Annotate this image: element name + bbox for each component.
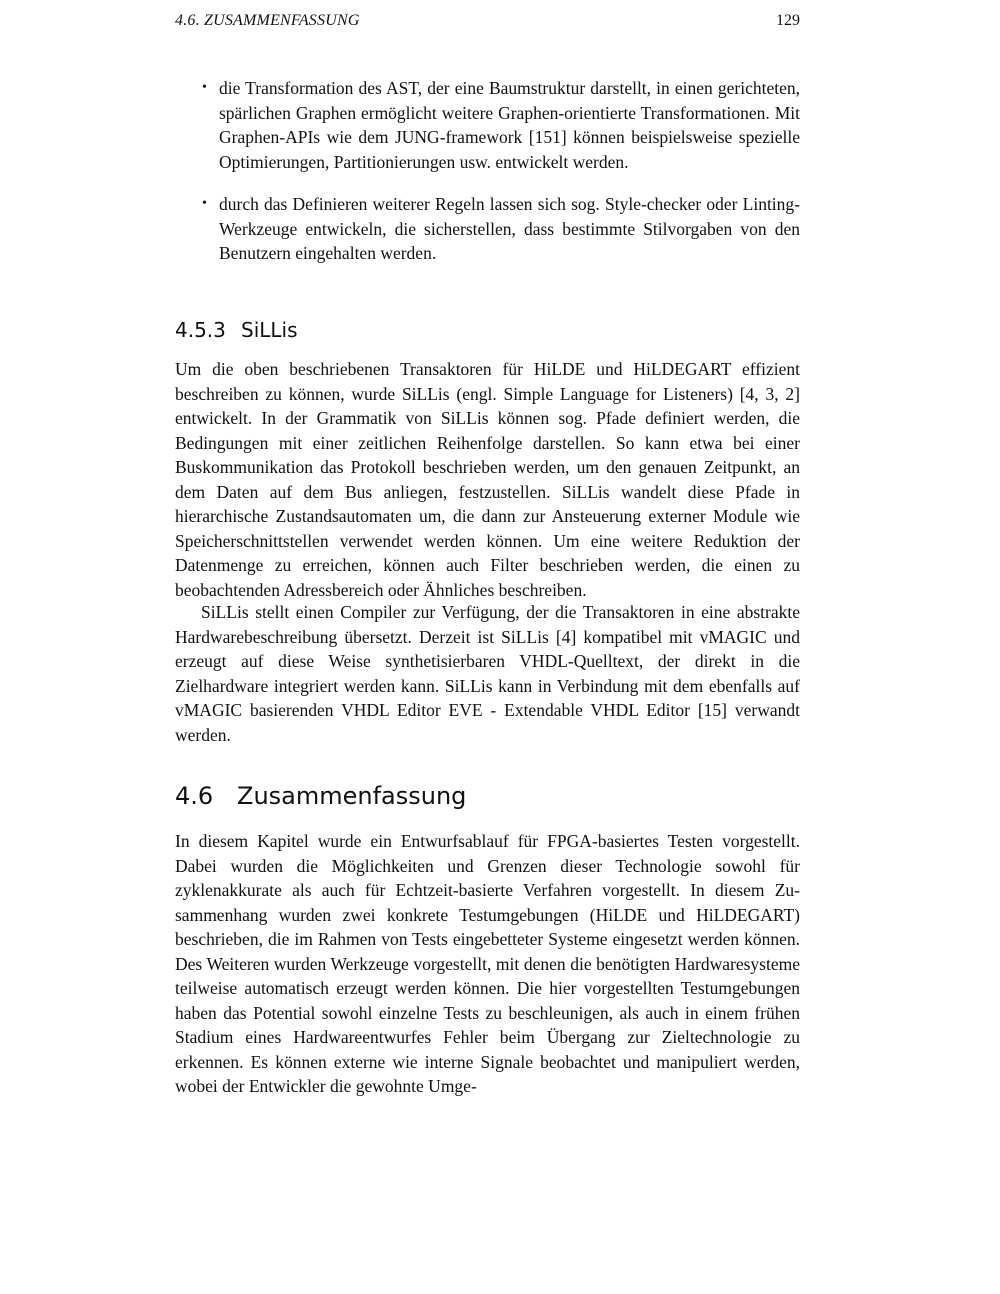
running-head-title: 4.6. ZUSAMMENFASSUNG [175, 12, 360, 29]
subsection-number: 4.5.3 [175, 318, 226, 342]
subsection-heading [175, 316, 800, 344]
section-number: 4.6 [175, 782, 214, 810]
paragraph-sillis-compiler: SiLLis stellt einen Compiler zur Verfügung, der die Transaktoren in eine abstrakte Hardwarebeschreibung übersetzt. Derzeit ist SiLLis [4] kompatibel mit vMAGIC und erzeugt auf diese Weise synthetisierbaren VHDL-Quelltext, der direkt in die Zielhardware integriert werden kann. SiLLis kann in Verbindung mit dem ebenfalls auf vMAGIC basierenden VHDL Editor EVE - Extendable VHDL Editor [15] verwandt werden. [175, 602, 800, 745]
bullet-text: die Transformation des AST, der eine Baumstruktur darstellt, in einen gerichteten, spärlichen Graphen ermöglicht weitere Graphen-orientierte Transformationen. Mit Graphen-APIs wie dem JUNG-framework [151] können beispielsweise spezielle Optimierungen, Partitionierungen usw. entwickelt werden. [219, 78, 800, 172]
bullet-marker: • [202, 80, 207, 95]
section-title: Zusammenfassung [237, 782, 467, 810]
bullet-item [175, 76, 800, 174]
bullet-text: durch das Definieren weiterer Regeln lassen sich sog. Style-checker oder Linting-Werkzeuge entwickeln, die sicherstellen, dass bestimmte Stilvorgaben von den Benutzern eingehalten werden. [219, 194, 800, 263]
paragraph-summary: In diesem Kapitel wurde ein Entwurfsablauf für FPGA-basiertes Testen vorgestellt. Dabei wurden die Möglichkeiten und Grenzen dieser Technologie sowohl für zyklenakkurate als auch für Echtzeit-basierte Verfahren vorgestellt. In diesem Zusammenhang wurden zwei konkrete Testumgebungen (HiLDE und HiLDEGART) beschrieben, die im Rahmen von Tests eingebetteter Systeme eingesetzt werden können. Des Weiteren wurden Werkzeuge vorgestellt, mit denen die benötigten Hardwaresysteme teilweise automatisch erzeugt werden können. Die hier vorgestellten Testumgebungen haben das Potential sowohl einzelne Tests zu beschleunigen, als auch in einem frühen Stadium eines Hardwareentwurfes Fehler beim Übergang zur Zieltechnologie zu erkennen. Es können externe wie interne Signale beobachtet und manipuliert werden, wobei der Entwickler die gewohnte Umge- [175, 831, 800, 1096]
document-page [175, 0, 800, 1294]
bullet-list [175, 76, 800, 284]
bullet-item [175, 192, 800, 266]
running-head [175, 10, 800, 32]
subsection-title: SiLLis [241, 318, 298, 342]
paragraph-sillis-intro: Um die oben beschriebenen Transaktoren für HiLDE und HiLDEGART effizient beschreiben zu können, wurde SiLLis (engl. Simple Language for Listeners) [4, 3, 2] entwickelt. In der Grammatik von SiLLis können sog. Pfade definiert werden, die Bedingungen mit einer zeitlichen Reihenfolge darstellen. So kann etwa bei einer Buskommunikation das Protokoll beschrieben werden, um den genauen Zeitpunkt, an dem Daten auf dem Bus anliegen, festzustellen. SiLLis wandelt diese Pfade in hierarchische Zustandsautomaten um, die dann zur Ansteuerung externer Module wie Speicherschnittstellen verwendet werden können. Um eine weitere Reduktion der Datenmenge zu erreichen, können auch Filter beschrieben werden, die einen zu beobachtenden Adressbereich oder Ähnliches beschreiben. [175, 359, 800, 600]
page-number: 129 [776, 12, 800, 29]
bullet-marker: • [202, 196, 207, 211]
section-heading [175, 780, 800, 812]
